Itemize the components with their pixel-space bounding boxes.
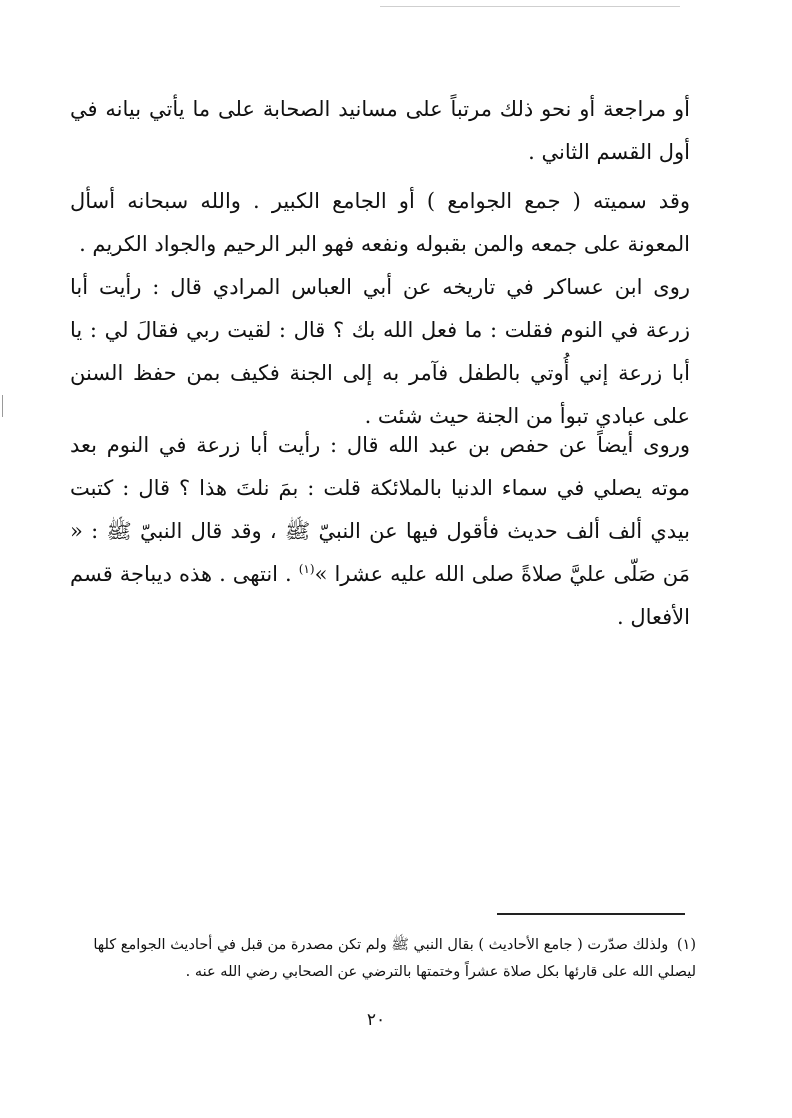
paragraph-3: روى ابن عساكر في تاريخه عن أبي العباس المرادي قال : رأيت أبا زرعة في النوم فقلت : ما فعل الله بك ؟ قال : لقيت ربي فقالَ لي : يا أبا زرعة إني أُوتي بالطفل فآمر به إلى الجنة فكيف بمن حفظ السنن على عبادي تبوأ من الجنة حيث شئت .	[70, 275, 690, 428]
paragraph-4	[70, 424, 690, 639]
footnote-number: (١)	[676, 937, 696, 953]
scan-margin-mark	[2, 395, 3, 417]
footnote-reference[interactable]: (١)	[298, 562, 315, 576]
scan-edge-line	[380, 6, 680, 7]
paragraph-4-text: وروى أيضاً عن حفص بن عبد الله قال : رأيت أبا زرعة في النوم بعد موته يصلي في سماء الدنيا بالملائكة قلت : بمَ نلتَ هذا ؟ قال : كتبت بيدي ألف ألف حديث فأقول فيها عن النبيّ ﷺ ، وقد قال النبيّ ﷺ : « مَن صَلّى عليَّ صلاةً صلى الله عليه عشرا »	[70, 433, 690, 586]
paragraph-1: أو مراجعة أو نحو ذلك مرتباً على مسانيد الصحابة على ما يأتي بيانه في أول القسم الثاني .	[70, 97, 691, 164]
footnote	[60, 932, 696, 986]
footnote-text: ولذلك صدّرت ( جامع الأحاديث ) بقال النبي ﷺ ولم تكن مصدرة من قبل في أحاديث الجوامع كلها ليصلي الله على قارئها بكل صلاة عشراً وختمتها بالترضي عن الصحابي رضي الله عنه .	[93, 937, 696, 980]
page-number: ٢٠	[366, 1010, 386, 1030]
footnote-separator	[497, 913, 685, 915]
paragraph-4-ending: . انتهى . هذه ديباجة قسم الأفعال .	[70, 562, 690, 629]
paragraph-2: وقد سميته ( جمع الجوامع ) أو الجامع الكبير . والله سبحانه أسأل المعونة على جمعه والمن بقبوله ونفعه فهو البر الرحيم والجواد الكريم .	[70, 189, 690, 256]
